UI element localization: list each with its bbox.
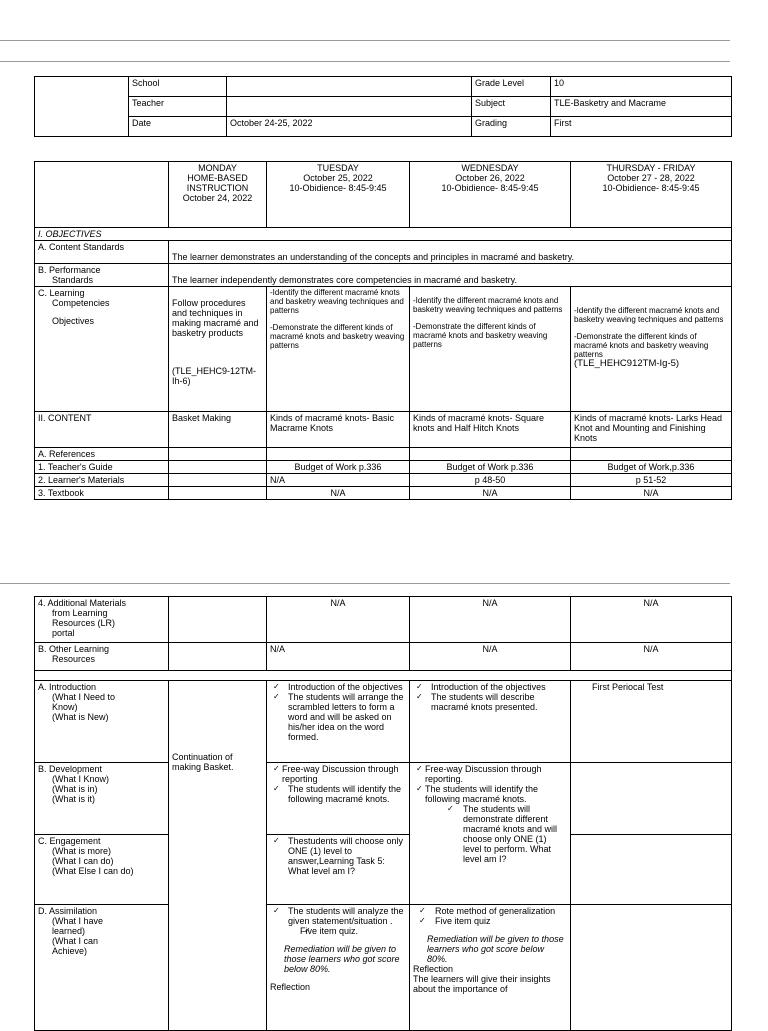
- tuesday-header: TUESDAY October 25, 2022 10-Obidience- 8:45-9:45: [267, 162, 410, 228]
- wednesday-additional: N/A: [410, 597, 571, 643]
- grade-level-label: Grade Level: [472, 77, 551, 97]
- grade-level-value: 10: [551, 77, 732, 97]
- lesson-plan-table: [34, 161, 732, 500]
- development-label: B. Development (What I Know) (What is in) (What is it): [35, 763, 169, 835]
- content-standards-text: The learner demonstrates an understanding of the concepts and principles in macramé and basketry.: [169, 241, 732, 264]
- tuesday-textbook: N/A: [267, 487, 410, 500]
- wednesday-other: N/A: [410, 643, 571, 671]
- header-info-table: [34, 76, 732, 137]
- wednesday-textbook: N/A: [410, 487, 571, 500]
- tuesday-engagement: ✓ Thestudents will choose only ONE (1) level to answer,Learning Task 5: What level am I?: [267, 835, 410, 905]
- wednesday-learners-materials: p 48-50: [410, 474, 571, 487]
- subject-label: Subject: [472, 97, 551, 117]
- learners-materials-label: 2. Learner's Materials: [35, 474, 169, 487]
- wednesday-development-engagement: ✓ Free-way Discussion through reporting. ✓ The students will identify the following macramé knots. ✓ The students will demonstrate different macramé knots and will choose only ONE (1) level to perform. What level am I?: [410, 763, 571, 905]
- tuesday-assimilation: ✓ The students will analyze the given statement/situation . ✓ Five item quiz. Remediation will be given to those learners who got score below 80%. Reflection: [267, 905, 410, 1031]
- tuesday-remediation: Remediation will be given to those learners who got score below 80%.: [284, 944, 400, 974]
- thursday-friday-header: THURSDAY - FRIDAY October 27 - 28, 2022 10-Obidience- 8:45-9:45: [571, 162, 732, 228]
- teachers-guide-label: 1. Teacher's Guide: [35, 461, 169, 474]
- grading-label: Grading: [472, 117, 551, 137]
- content-standards-label: A. Content Standards: [35, 241, 169, 264]
- tuesday-teachers-guide: Budget of Work p.336: [267, 461, 410, 474]
- thursday-teachers-guide: Budget of Work,p.336: [571, 461, 732, 474]
- thursday-textbook: N/A: [571, 487, 732, 500]
- monday-competency: Follow procedures and techniques in making macramé and basketry products (TLE_HEHC9-12TM-Ih-6): [169, 287, 267, 412]
- tuesday-learners-materials: N/A: [267, 474, 410, 487]
- thursday-competency: -Identify the different macramé knots and basketry weaving techniques and patterns -Demonstrate the different kinds of macramé knots and basketry weaving patterns (TLE_HEHC912TM-Ig-5): [571, 287, 732, 412]
- page-rule: [0, 40, 730, 41]
- tuesday-reflection: Reflection: [270, 982, 311, 992]
- wednesday-header: WEDNESDAY October 26, 2022 10-Obidience- 8:45-9:45: [410, 162, 571, 228]
- wednesday-assimilation: ✓ Rote method of generalization ✓ Five item quiz Remediation will be given to those learners who got score below 80%. Reflection The learners will give their insights about the importance of: [410, 905, 571, 1031]
- wednesday-introduction: ✓ Introduction of the objectives ✓ The students will describe macramé knots presented.: [410, 681, 571, 763]
- thursday-additional: N/A: [571, 597, 732, 643]
- page-break-rule: [0, 583, 730, 584]
- monday-continuation: Continuation of making Basket.: [172, 752, 234, 772]
- page-rule: [0, 61, 730, 62]
- subject-value: TLE-Basketry and Macrame: [551, 97, 732, 117]
- wednesday-content: Kinds of macramé knots- Square knots and Half Hitch Knots: [410, 412, 571, 448]
- thursday-other: N/A: [571, 643, 732, 671]
- assimilation-label: D. Assimilation (What I have learned) (What I can Achieve): [35, 905, 169, 1031]
- tuesday-introduction: ✓ Introduction of the objectives ✓ The students will arrange the scrambled letters to form a word and will be asked on his/her idea on the word formed.: [267, 681, 410, 763]
- thursday-learners-materials: p 51-52: [571, 474, 732, 487]
- thursday-content: Kinds of macramé knots- Larks Head Knot and Mounting and Finishing Knots: [571, 412, 732, 448]
- learning-competencies-label: C. Learning Competencies Objectives: [35, 287, 169, 412]
- other-resources-label: B. Other Learning Resources: [35, 643, 169, 671]
- engagement-label: C. Engagement (What is more) (What I can do) (What Else I can do): [35, 835, 169, 905]
- wednesday-competency: -Identify the different macramé knots and basketry weaving techniques and patterns -Demonstrate the different kinds of macramé knots and basketry weaving patterns: [410, 287, 571, 412]
- references-label: A. References: [35, 448, 169, 461]
- monday-continuation-cell: [169, 681, 267, 1031]
- date-label: Date: [129, 117, 227, 137]
- school-value: [227, 77, 472, 97]
- textbook-label: 3. Textbook: [35, 487, 169, 500]
- tuesday-other: N/A: [267, 643, 410, 671]
- performance-standards-label: B. Performance Standards: [35, 264, 169, 287]
- wednesday-reflection-text: The learners will give their insights about the importance of: [413, 974, 551, 994]
- objectives-heading: I. OBJECTIVES: [35, 228, 732, 241]
- wednesday-teachers-guide: Budget of Work p.336: [410, 461, 571, 474]
- tuesday-competency: -Identify the different macramé knots and basketry weaving techniques and patterns -Demonstrate the different kinds of macramé knots and basketry weaving patterns: [267, 287, 410, 412]
- additional-materials-label: 4. Additional Materials from Learning Resources (LR) portal: [35, 597, 169, 643]
- teacher-label: Teacher: [129, 97, 227, 117]
- lesson-plan-table-continued: [34, 596, 732, 1031]
- monday-content: Basket Making: [169, 412, 267, 448]
- grading-value: First: [551, 117, 732, 137]
- tuesday-content: Kinds of macramé knots- Basic Macrame Knots: [267, 412, 410, 448]
- school-label: School: [129, 77, 227, 97]
- teacher-value: [227, 97, 472, 117]
- monday-header: MONDAY HOME-BASED INSTRUCTION October 24, 2022: [169, 162, 267, 228]
- thursday-introduction: First Periocal Test: [571, 681, 732, 763]
- tuesday-additional: N/A: [267, 597, 410, 643]
- performance-standards-text: The learner independently demonstrates core competencies in macramé and basketry.: [169, 264, 732, 287]
- content-heading: II. CONTENT: [35, 412, 169, 448]
- introduction-label: A. Introduction (What I Need to Know) (What is New): [35, 681, 169, 763]
- date-value: October 24-25, 2022: [227, 117, 472, 137]
- wednesday-remediation: Remediation will be given to those learners who got score below 80%.: [427, 934, 564, 964]
- tuesday-development: ✓ Free-way Discussion through reporting ✓ The students will identify the following macramé knots.: [267, 763, 410, 835]
- wednesday-reflection: Reflection: [413, 964, 454, 974]
